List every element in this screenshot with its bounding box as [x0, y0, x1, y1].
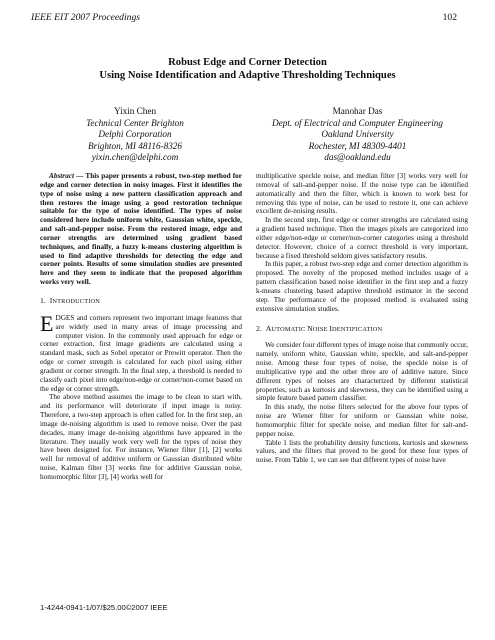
- running-header: [31, 12, 457, 23]
- author-name: Manohar Das: [332, 106, 383, 116]
- noise-paragraph-2: In this study, the noise filters selected for the above four types of noise are Wiener filter for uniform or Gaussian white noise, homomorphic filter for speckle noise, and median filter for salt-and-pepper noise.: [256, 403, 468, 438]
- drop-cap: E: [40, 310, 54, 336]
- author-organization: Delphi Corporation: [98, 129, 172, 140]
- author-email: yixin.chen@delphi.com: [91, 152, 179, 163]
- left-column: [40, 172, 242, 482]
- abstract-text: This paper presents a robust, two-step method for edge and corner detection in noisy images. First it identifies the type of noise using a new pattern classification approach and then restores the image using a good restoration technique suitable for the type of noise identified. The types of noise considered here include uniform white, Gaussian white, speckle, and salt-and-pepper noise. From the restored image, edge and corner strengths are determined using gradient based techniques, and finally, a fuzzy k-means clustering algorithm is used to find adaptive thresholds for detecting the edge and corner points. Results of some simulation studies are presented here and they seem to indicate that the proposed algorithm works very well.: [40, 172, 242, 287]
- intro-paragraph-1: EDGES and corners represent two important image features that are widely used in many areas of image processing and computer vision. In the commonly used approach for edge or corner extraction, first image gradients are calculated using a standard mask, such as Sobel operator or Prewitt operator. Then the edge or corner strength is calculated for each pixel using either gradient or corner strength. In the final step, a threshold is needed to classify each pixel into edge/non-edge or corner/non-corner based on the edge or corner strength.: [40, 310, 242, 393]
- author-address: Rochester, MI 48309-4401: [308, 140, 407, 151]
- page-number: 102: [442, 12, 457, 23]
- author-block-2: [250, 106, 465, 164]
- title-line-2: Using Noise Identification and Adaptive Thresholding Techniques: [99, 70, 396, 82]
- proceedings-name: IEEE EIT 2007 Proceedings: [31, 12, 140, 23]
- section-heading-introduction: 1. INTRODUCTION: [40, 295, 101, 305]
- abstract-label: Abstract: [49, 172, 74, 180]
- author-address: Brighton, MI 48116-8326: [88, 140, 182, 151]
- author-name: Yixin Chen: [113, 106, 157, 116]
- right-column: [256, 172, 468, 465]
- author-organization: Oakland University: [321, 129, 394, 140]
- abstract-dash: —: [73, 172, 86, 180]
- copyright-footer: 1-4244-0941-1/07/$25.00©2007 IEEE: [40, 603, 168, 612]
- right-paragraph-continued: multiplicative speckle noise, and median filter [3] works very well for removal of salt-and-pepper noise. If the noise type can be identified automatically and then the filter, which is known to work best for removing this type of noise, can be used to restore it, one can achieve excellent de-noising results.: [256, 172, 468, 216]
- author-affiliation: Technical Center Brighton: [86, 117, 184, 128]
- author-block-1: [40, 106, 230, 164]
- right-paragraph-2: In the second step, first edge or corner strengths are calculated using a gradient based technique. Then the images pixels are categorized into either edge/non-edge or corner/non-corner categories using a threshold detector. However, choice of a correct threshold is very important, because a fixed threshold seldom gives satisfactory results.: [256, 216, 468, 260]
- intro-paragraph-2: The above method assumes the image to be clean to start with, and its performance will deteriorate if input image is noisy. Therefore, a two-step approach is often called for. In the first step, an image de-noising algorithm is used to remove noise. Over the past decades, many image de-noising algorithms have appeared in the literature. They usually work very well for the types of noise they have been designed for. For instance, Wiener filter [1], [2] works well for removal of additive uniform or Gaussian distributed white noise, Kalman filter [3] works fine for additive Gaussian noise, homomorphic filter [3], [4] works well for: [40, 393, 242, 481]
- noise-paragraph-3: Table 1 lists the probability density functions, kurtosis and skewness values, and the filters that proved to be good for these four types of noise. From Table 1, we can see that different types of noise have: [256, 438, 468, 465]
- section-heading-noise-identification: 2. AUTOMATIC NOISE IDENTIFICATION: [256, 323, 383, 333]
- abstract: [40, 172, 242, 287]
- author-affiliation: Dept. of Electrical and Computer Engineering: [272, 117, 443, 128]
- right-paragraph-3: In this paper, a robust two-step edge and corner detection algorithm is proposed. The novelty of the proposed method includes usage of a pattern classification based noise identifier in the first step and a fuzzy k-means clustering based adaptive threshold estimator in the second step. The performance of the proposed method is evaluated using extensive simulation studies.: [256, 260, 468, 313]
- title-line-1: Robust Edge and Corner Detection: [168, 57, 327, 68]
- author-email: das@oakland.edu: [324, 152, 391, 163]
- paper-title: [0, 56, 495, 83]
- noise-paragraph-1: We consider four different types of image noise that commonly occur, namely, uniform white, Gaussian white, speckle, and salt-and-pepper noise. Among these four types of noise, the speckle noise is of multiplicative type and the other three are of additive nature. Since different types of noises are characterized by different statistical properties, such as kurtosis and skewness, they can be identified using a simple feature based pattern classifier.: [256, 341, 468, 403]
